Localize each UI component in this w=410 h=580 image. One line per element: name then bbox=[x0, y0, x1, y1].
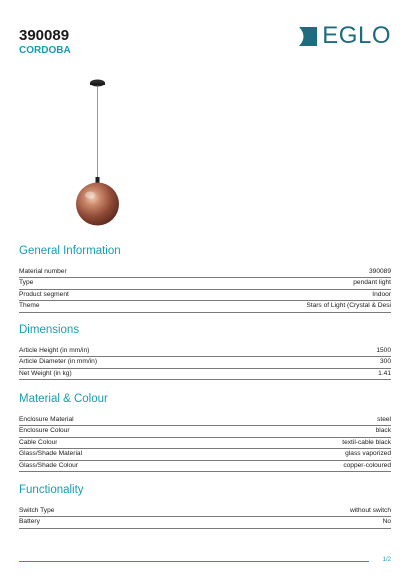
table-row bbox=[19, 438, 391, 449]
table-row bbox=[19, 506, 391, 517]
table-row bbox=[19, 461, 391, 472]
row-value: Stars of Light (Crystal & Desi bbox=[306, 302, 391, 310]
row-value: 300 bbox=[379, 358, 391, 366]
section-title: Functionality bbox=[19, 484, 84, 496]
section-functionality bbox=[19, 484, 391, 529]
page-number: 1/2 bbox=[382, 557, 391, 563]
section-general-information bbox=[19, 245, 391, 313]
table-row bbox=[19, 369, 391, 380]
section-title: Dimensions bbox=[19, 324, 80, 336]
table-row bbox=[19, 517, 391, 528]
row-label: Material number bbox=[19, 268, 67, 275]
row-label: Enclosure Material bbox=[19, 416, 74, 423]
row-label: Battery bbox=[19, 518, 40, 526]
glass-shade bbox=[76, 183, 119, 226]
row-value: No bbox=[382, 518, 391, 526]
row-value: Indoor bbox=[372, 290, 391, 298]
row-label: Type bbox=[19, 279, 34, 287]
section-title: General Information bbox=[19, 245, 121, 257]
row-label: Article Height (in mm/in) bbox=[19, 347, 90, 354]
row-label: Cable Colour bbox=[19, 438, 58, 446]
row-label: Glass/Shade Colour bbox=[19, 461, 79, 469]
row-label: Glass/Shade Material bbox=[19, 450, 83, 458]
row-label: Article Diameter (in mm/in) bbox=[19, 358, 98, 366]
row-value: black bbox=[375, 427, 391, 435]
table-row bbox=[19, 278, 391, 289]
row-value: copper-coloured bbox=[343, 461, 391, 469]
row-label: Net Weight (in kg) bbox=[19, 369, 72, 377]
table-row bbox=[19, 301, 391, 312]
table-row bbox=[19, 357, 391, 368]
logo-mark-icon bbox=[299, 27, 317, 46]
row-value: steel bbox=[377, 416, 391, 423]
table-row bbox=[19, 346, 391, 357]
table-row bbox=[19, 415, 391, 426]
row-value: 1.41 bbox=[378, 369, 391, 377]
product-image bbox=[0, 76, 410, 236]
section-material-colour bbox=[19, 393, 391, 472]
row-label: Theme bbox=[19, 302, 40, 310]
logo-text: EGLO bbox=[322, 22, 391, 49]
row-label: Enclosure Colour bbox=[19, 427, 70, 435]
table-row bbox=[19, 267, 391, 278]
row-value: textil-cable black bbox=[342, 438, 391, 446]
table-row bbox=[19, 290, 391, 301]
document-header bbox=[19, 27, 71, 56]
article-number: 390089 bbox=[19, 27, 70, 44]
section-dimensions bbox=[19, 324, 391, 380]
footer-divider bbox=[19, 561, 369, 562]
table-row bbox=[19, 449, 391, 460]
row-label: Switch Type bbox=[19, 507, 55, 514]
row-value: glass vaporized bbox=[345, 450, 391, 458]
row-value: 390089 bbox=[368, 268, 391, 275]
section-title: Material & Colour bbox=[19, 393, 108, 405]
table-row bbox=[19, 426, 391, 437]
row-value: without switch bbox=[349, 507, 391, 514]
row-value: pendant light bbox=[353, 279, 391, 287]
brand-logo bbox=[299, 22, 391, 49]
row-value: 1500 bbox=[376, 347, 391, 354]
article-name: CORDOBA bbox=[19, 45, 71, 56]
row-label: Product segment bbox=[19, 290, 69, 298]
